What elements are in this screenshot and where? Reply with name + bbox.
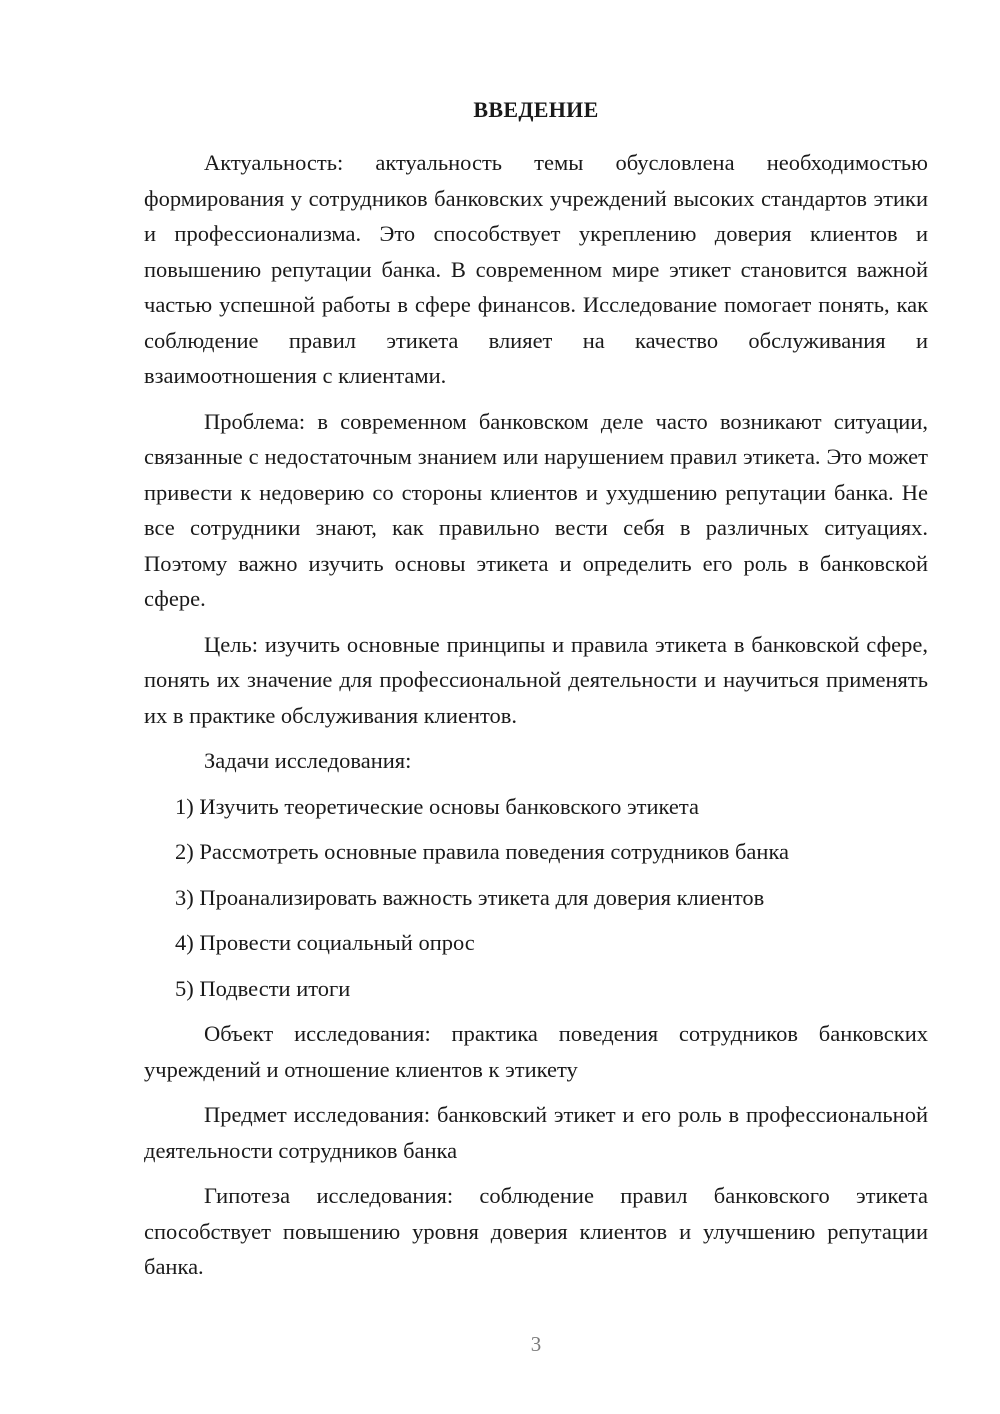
task-item: 3) Проанализировать важность этикета для доверия клиентов: [175, 884, 765, 910]
relevance-paragraph: Актуальность: актуальность темы обусловлена необходимостью формирования у сотрудников банковских учреждений высоких стандартов этики и профессионализма. Это способствует укреплению доверия клиентов и повышению репутации банка. В современном мире этикет становится важной частью успешной работы в сфере финансов. Исследование помогает понять, как соблюдение правил этикета влияет на качество обслуживания и взаимоотношения с клиентами.: [144, 150, 928, 388]
hypothesis-paragraph: Гипотеза исследования: соблюдение правил банковского этикета способствует повышению уровня доверия клиентов и улучшению репутации банка.: [144, 1183, 928, 1279]
tasks-list: [144, 789, 928, 1007]
task-item: 4) Провести социальный опрос: [175, 930, 475, 955]
object-paragraph: Объект исследования: практика поведения сотрудников банковских учреждений и отношение клиентов к этикету: [144, 1021, 928, 1082]
document-page: [144, 92, 928, 1295]
page-number: 3: [530, 1332, 542, 1356]
goal-paragraph: Цель: изучить основные принципы и правила этикета в банковской сфере, понять их значение для профессиональной деятельности и научиться применять их в практике обслуживания клиентов.: [144, 631, 928, 728]
document-title: ВВЕДЕНИЕ: [473, 97, 599, 122]
task-item: 2) Рассмотреть основные правила поведения сотрудников банка: [175, 839, 790, 864]
task-item: 5) Подвести итоги: [175, 975, 351, 1001]
tasks-heading: Задачи исследования:: [204, 748, 412, 773]
task-item: 1) Изучить теоретические основы банковского этикета: [175, 793, 699, 819]
problem-paragraph: Проблема: в современном банковском деле часто возникают ситуации, связанные с недостаточным знанием или нарушением правил этикета. Это может привести к недоверию со стороны клиентов и ухудшению репутации банка. Не все сотрудники знают, как правильно вести себя в различных ситуациях. Поэтому важно изучить основы этикета и определить его роль в банковской сфере.: [144, 408, 928, 611]
subject-paragraph: Предмет исследования: банковский этикет и его роль в профессиональной деятельности сотрудников банка: [144, 1102, 928, 1163]
